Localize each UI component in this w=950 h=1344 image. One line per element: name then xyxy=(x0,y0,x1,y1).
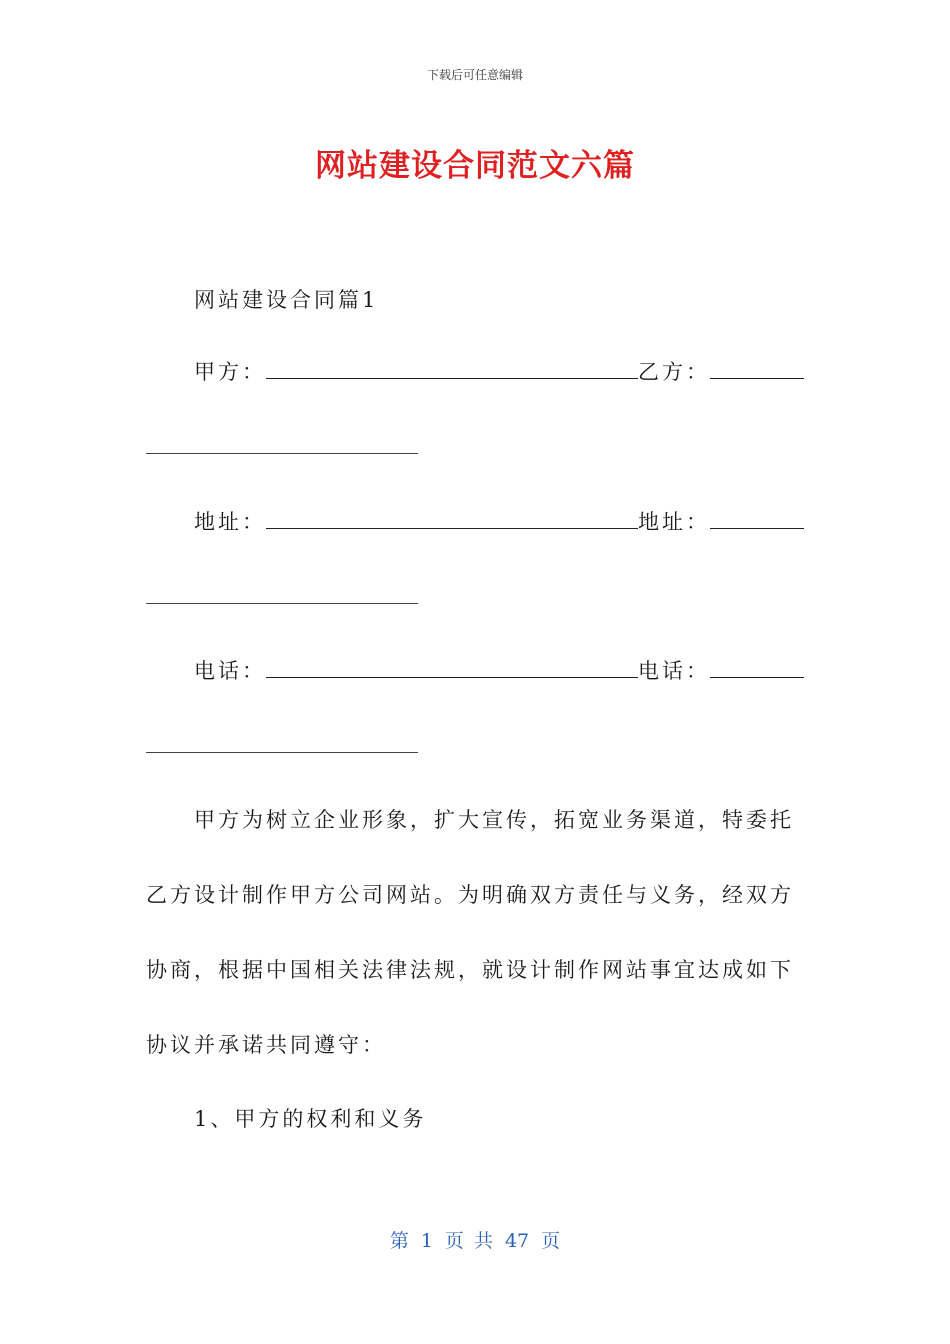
address-b-blank xyxy=(710,508,804,529)
footer-prefix: 第 xyxy=(389,1230,409,1252)
party-a-blank xyxy=(266,358,638,379)
field-row-address xyxy=(194,506,854,536)
phone-b-blank-continued xyxy=(146,752,418,753)
paragraph-line: 协商，根据中国相关法律法规，就设计制作网站事宜达成如下 xyxy=(146,958,794,982)
address-b-blank-continued xyxy=(146,603,418,604)
footer-total-pages: 47 xyxy=(504,1230,530,1252)
party-b-blank xyxy=(710,358,804,379)
address-a-label: 地址： xyxy=(194,510,266,534)
section-heading: 网站建设合同篇1 xyxy=(194,288,379,312)
field-row-party xyxy=(194,356,854,386)
phone-b-label: 电话： xyxy=(638,659,710,683)
phone-a-blank xyxy=(266,657,638,678)
phone-a-label: 电话： xyxy=(194,659,266,683)
footer-middle: 页 共 xyxy=(444,1230,493,1252)
footer-suffix: 页 xyxy=(541,1230,561,1252)
party-b-label: 乙方： xyxy=(638,360,710,384)
address-b-label: 地址： xyxy=(638,510,710,534)
field-row-phone xyxy=(194,655,854,685)
party-a-label: 甲方： xyxy=(194,360,266,384)
party-b-blank-continued xyxy=(146,453,418,454)
paragraph-line: 协议并承诺共同遵守： xyxy=(146,1033,386,1057)
phone-b-blank xyxy=(710,657,804,678)
document-title: 网站建设合同范文六篇 xyxy=(315,148,635,184)
paragraph-line: 乙方设计制作甲方公司网站。为明确双方责任与义务，经双方 xyxy=(146,883,794,907)
subheading: 1、甲方的权利和义务 xyxy=(194,1107,427,1131)
footer-page-number: 1 xyxy=(420,1230,433,1252)
page-footer xyxy=(0,1226,950,1253)
header-note: 下载后可任意编辑 xyxy=(426,68,523,82)
paragraph-line: 甲方为树立企业形象，扩大宣传，拓宽业务渠道，特委托 xyxy=(194,808,794,832)
address-a-blank xyxy=(266,508,638,529)
